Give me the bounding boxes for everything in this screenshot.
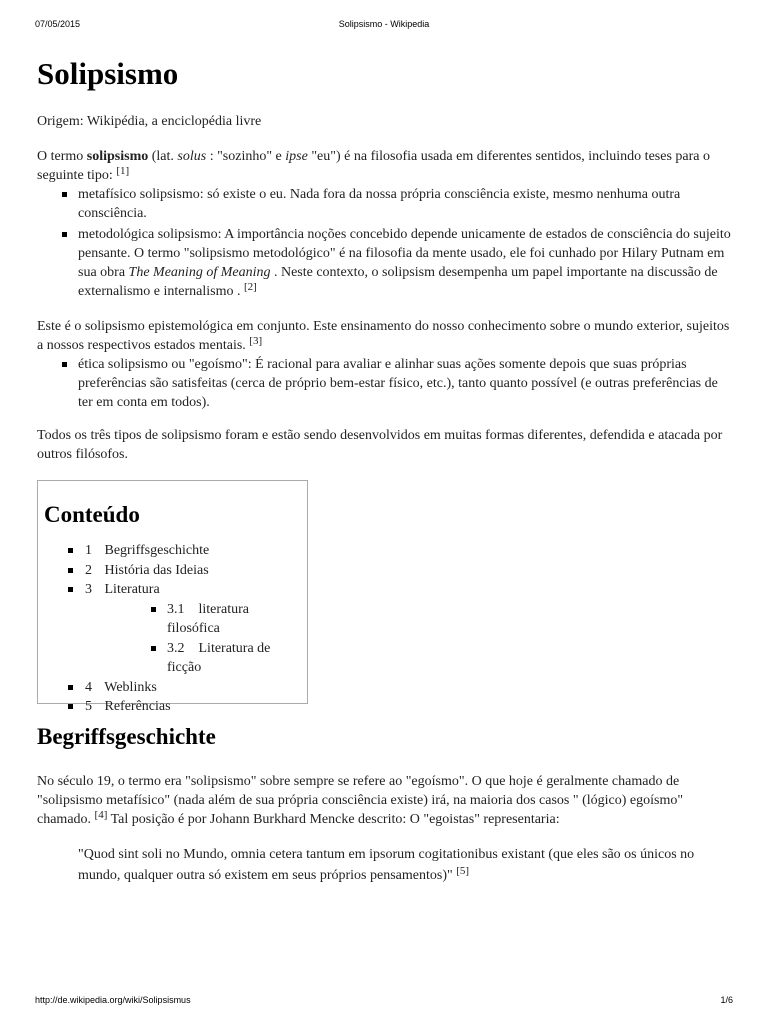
ethics-list bbox=[37, 355, 732, 412]
print-url: http://de.wikipedia.org/wiki/Solipsismus bbox=[35, 995, 191, 1005]
article-content bbox=[37, 54, 732, 886]
list-item: metafísico solipsismo: só existe o eu. Nada fora da nossa própria consciência existe, mesmo nenhuma outra consciência. bbox=[37, 185, 732, 223]
table-of-contents bbox=[37, 480, 308, 714]
footnote-ref-3[interactable]: [3] bbox=[249, 335, 263, 347]
toc-item-3-2[interactable] bbox=[85, 639, 301, 678]
intro-text: O termo bbox=[37, 149, 87, 164]
toc-item-2[interactable] bbox=[44, 561, 301, 581]
toc-label: Literatura bbox=[104, 582, 160, 597]
quote-block bbox=[78, 844, 732, 886]
paragraph-text: Este é o solipsismo epistemológica em conjunto. Este ensinamento do nosso conhecimento sobre o mundo exterior, sujeitos a nossos respectivos estados mentais. bbox=[37, 319, 730, 353]
toc-label: literatura filosófica bbox=[167, 601, 250, 636]
term-italic-ipse: ipse bbox=[285, 149, 308, 164]
print-page-title: Solipsismo - Wikipedia bbox=[338, 19, 430, 29]
print-date: 07/05/2015 bbox=[35, 19, 81, 29]
quote-text: "Quod sint soli no Mundo, omnia cetera tantum em ipsorum cogitationibus existant (que eles são os únicos no mundo, qualquer outra só existem em seus próprios pensamentos)" bbox=[78, 847, 695, 883]
toc-item-1[interactable] bbox=[44, 541, 301, 561]
section-heading: Begriffsgeschichte bbox=[37, 724, 216, 749]
origin-line: Origem: Wikipédia, a enciclopédia livre bbox=[37, 114, 262, 129]
toc-item-3-1[interactable] bbox=[85, 600, 301, 639]
paragraph-text: Tal posição é por Johann Burkhard Mencke descrito: O "egoistas" representaria: bbox=[107, 812, 560, 827]
toc-number: 3.1 bbox=[167, 601, 185, 617]
paragraph-text: No século 19, o termo era "solipsismo" sobre sempre se refere ao "egoísmo". O que hoje é geralmente chamado de "solipsismo metafísico" (nada além de sua própria consciência existe) irá, na maioria dos casos " (lógico) egoísmo" chamado. bbox=[37, 774, 684, 827]
toc-number: 3 bbox=[85, 582, 92, 597]
intro-text: : "sozinho" e bbox=[206, 149, 286, 164]
toc-label: Referências bbox=[104, 699, 171, 714]
list-item-text: metodológica solipsismo: A importância noções concebido depende unicamente de estados de consciência do sujeito pensante. O termo "solipsismo metodológico" é na filosofia da mente usado, ele foi cunhado por Hilary Putnam em sua obra bbox=[78, 227, 731, 280]
footnote-ref-4[interactable]: [4] bbox=[94, 809, 108, 821]
toc-label: Weblinks bbox=[104, 679, 157, 695]
work-title-italic: The Meaning of Meaning bbox=[128, 265, 271, 280]
section-paragraph bbox=[37, 772, 732, 829]
toc-item-4[interactable] bbox=[44, 678, 301, 698]
footnote-ref-1[interactable]: [1] bbox=[116, 165, 130, 177]
toc-title: Conteúdo bbox=[44, 502, 140, 527]
footnote-ref-2[interactable]: [2] bbox=[244, 281, 257, 293]
print-footer bbox=[35, 995, 733, 1007]
intro-text: "eu") é na filosofia usada em diferentes sentidos, incluindo teses para o seguinte tipo: bbox=[37, 149, 710, 183]
toc-sublist bbox=[85, 600, 301, 678]
intro-paragraph bbox=[37, 147, 732, 185]
epistemology-paragraph bbox=[37, 317, 732, 355]
toc-label: Literatura de ficção bbox=[167, 640, 271, 675]
summary-paragraph: Todos os três tipos de solipsismo foram e estão sendo desenvolvidos em muitas formas diferentes, defendida e atacada por outros filósofos. bbox=[37, 428, 723, 462]
toc-label: História das Ideias bbox=[104, 562, 209, 578]
toc-item-3[interactable] bbox=[44, 580, 301, 678]
toc-number: 1 bbox=[85, 543, 92, 558]
toc-number: 3.2 bbox=[167, 640, 185, 656]
term-bold: solipsismo bbox=[86, 149, 149, 164]
term-italic-solus: solus bbox=[177, 149, 207, 164]
list-item bbox=[37, 225, 732, 301]
page-number: 1/6 bbox=[720, 995, 733, 1005]
toc-number: 2 bbox=[85, 562, 92, 578]
toc-number: 5 bbox=[85, 699, 92, 714]
solipsism-types-list bbox=[37, 185, 732, 301]
list-item: ética solipsismo ou "egoísmo": É racional para avaliar e alinhar suas ações somente depois que suas próprias preferências são satisfeitas (cerca de próprio bem-estar físico, etc.), tanto quanto possível (e outras preferências de ter em conta em todos). bbox=[37, 355, 732, 412]
page-title: Solipsismo bbox=[37, 56, 179, 91]
footnote-ref-5[interactable]: [5] bbox=[456, 865, 470, 877]
intro-text: (lat. bbox=[148, 149, 178, 164]
toc-list bbox=[44, 541, 301, 717]
toc-number: 4 bbox=[85, 679, 92, 695]
toc-item-5[interactable] bbox=[44, 697, 301, 717]
list-item-text: . Neste contexto, o solipsism desempenha um papel importante na discussão de externalismo e internalismo . bbox=[78, 265, 718, 299]
toc-label: Begriffsgeschichte bbox=[104, 543, 210, 558]
print-header bbox=[35, 19, 733, 31]
